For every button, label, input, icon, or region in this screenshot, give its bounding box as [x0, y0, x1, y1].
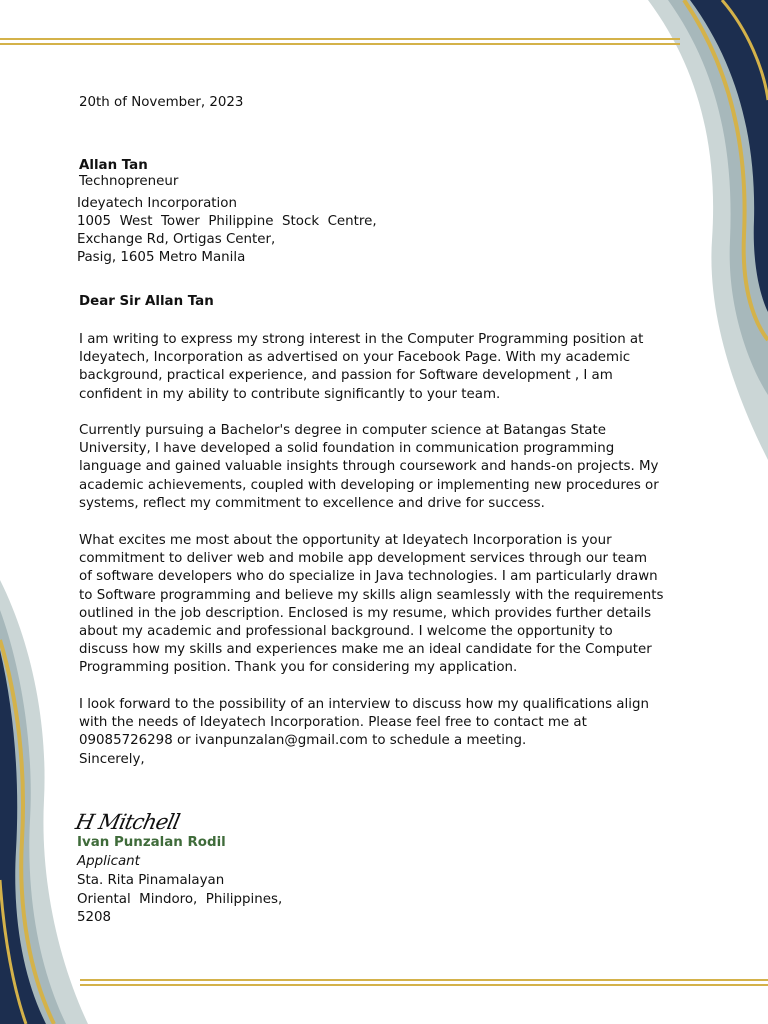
paragraph-line: background, practical experience, and passion for Software development , I am: [79, 368, 613, 384]
paragraph-line: confident in my ability to contribute significantly to your team.: [79, 386, 501, 402]
sender-address-line: 5208: [77, 910, 112, 925]
paragraph-line: of software developers who do specialize in Java technologies. I am particularly drawn: [79, 569, 658, 585]
body-paragraph-4: [79, 696, 699, 769]
body-paragraph-3: [79, 532, 699, 678]
paragraph-line: Currently pursuing a Bachelor's degree in computer science at Batangas State: [79, 423, 606, 438]
paragraph-line: language and gained valuable insights through coursework and hands-on projects. My: [79, 459, 659, 475]
sender-address-line: Sta. Rita Pinamalayan: [77, 873, 225, 888]
paragraph-line: discuss how my skills and experiences make me an ideal candidate for the Computer: [79, 642, 652, 658]
paragraph-line: academic achievements, coupled with developing or implementing new procedures or: [79, 477, 659, 493]
paragraph-line: with the needs of Ideyatech Incorporation. Please feel free to contact me at: [79, 715, 587, 731]
paragraph-line: about my academic and professional background. I welcome the opportunity to: [79, 624, 613, 640]
paragraph-line: What excites me most about the opportunity at Ideyatech Incorporation is your: [79, 533, 612, 548]
recipient-name: Allan Tan: [79, 158, 148, 173]
letter-date: 20th of November, 2023: [79, 95, 244, 110]
paragraph-line: to Software programming and believe my skills align seamlessly with the requirements: [79, 587, 664, 603]
paragraph-line: I am writing to express my strong interest in the Computer Programming position at: [79, 332, 644, 347]
sender-role: Applicant: [77, 854, 140, 869]
handwritten-signature: H Mitchell: [73, 810, 182, 834]
recipient-title: Technopreneur: [79, 174, 179, 189]
paragraph-line: I look forward to the possibility of an interview to discuss how my qualifications align: [79, 697, 649, 712]
paragraph-line: Ideyatech, Incorporation as advertised on your Facebook Page. With my academic: [79, 350, 631, 366]
sender-address-line: Oriental Mindoro, Philippines,: [77, 892, 283, 907]
body-paragraph-1: [79, 331, 699, 404]
body-paragraph-2: [79, 422, 699, 513]
recipient-address-line: Pasig, 1605 Metro Manila: [77, 250, 246, 265]
paragraph-line: systems, reflect my commitment to excellence and drive for success.: [79, 495, 545, 511]
salutation: Dear Sir Allan Tan: [79, 294, 214, 309]
paragraph-line: Programming position. Thank you for considering my application.: [79, 660, 518, 676]
paragraph-line: University, I have developed a solid foundation in communication programming: [79, 441, 615, 457]
paragraph-line: outlined in the job description. Enclosed is my resume, which provides further details: [79, 605, 652, 621]
paragraph-line: commitment to deliver web and mobile app development services through our team: [79, 551, 648, 567]
recipient-address-line: 1005 West Tower Philippine Stock Centre,: [77, 214, 377, 229]
recipient-address-line: Exchange Rd, Ortigas Center,: [77, 232, 276, 247]
paragraph-line: 09085726298 or ivanpunzalan@gmail.com to schedule a meeting.: [79, 733, 527, 749]
closing: Sincerely,: [79, 751, 145, 767]
sender-name: Ivan Punzalan Rodil: [77, 835, 226, 850]
recipient-company: Ideyatech Incorporation: [77, 196, 237, 211]
